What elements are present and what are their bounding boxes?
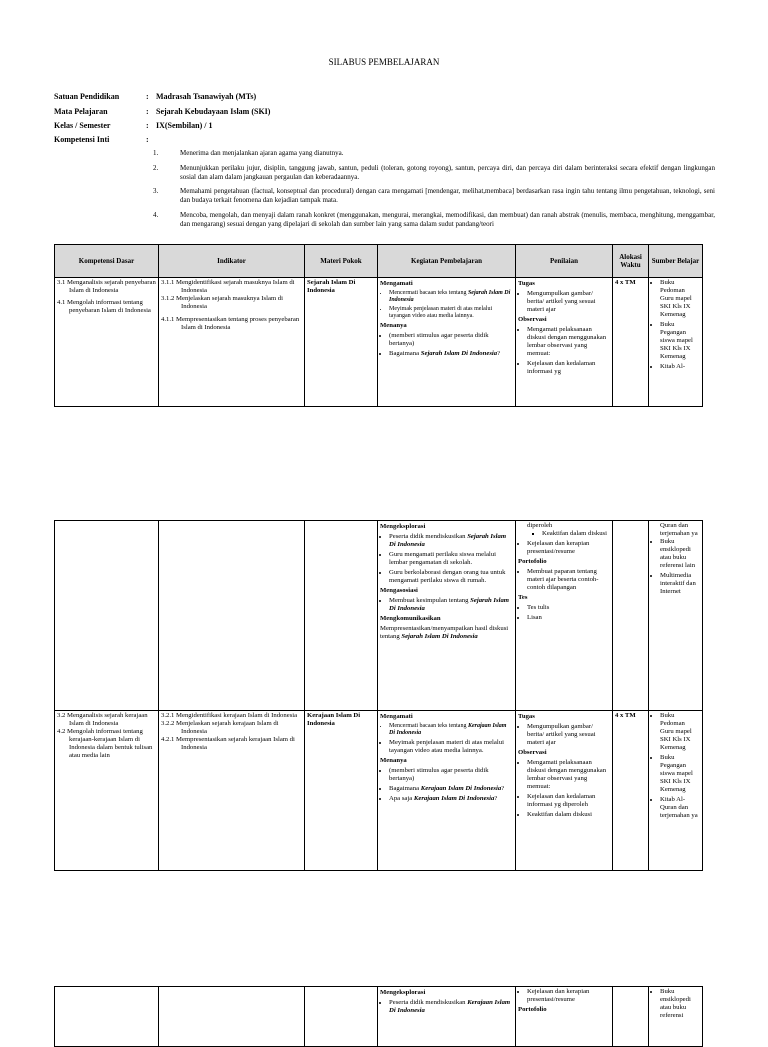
list-item: • Mengamati pelaksanaan diskusi dengan menggunakan lembar observasi yang memuat: (527, 759, 610, 791)
indikator-cell (159, 521, 305, 711)
list-item: • Buku Pedoman Guru mapel SKI Kls IX Kemenag (660, 279, 700, 319)
list-item: • Lisan (527, 614, 610, 622)
kegiatan-cell: Mengamati • Mencermati bacaan teks tentang Sejarah Islam Di Indonesia • Meyimak penjelasan materi di atas melalui tayangan video atau media lainnya. Menanya • (memberi stimulus agar peserta didik bertanya) • Bagaimana Sejarah Islam Di Indonesia? (378, 278, 516, 407)
list-item: • Mengamati pelaksanaan diskusi dengan menggunakan lembar observasi yang memuat: (527, 326, 610, 358)
penilaian-cell: Tugas • Mengumpulkan gambar/ berita/ artikel yang sesuai materi ajar Observasi • Mengamati pelaksanaan diskusi dengan menggunakan lembar observasi yang memuat: • Kejelasan dan kedalaman informasi yg diperoleh • Keaktifan dalam diskusi (516, 711, 613, 871)
materi-cell (305, 521, 378, 711)
list-item: • Meyimak penjelasan materi di atas melalui tayangan video atau media lainnya. (389, 306, 513, 320)
header-alokasi: Alokasi Waktu (613, 245, 649, 278)
alokasi-cell (613, 521, 649, 711)
list-item: • Mencermati bacaan teks tentang Sejarah Islam Di Indonesia (389, 290, 513, 304)
header-penilaian: Penilaian (516, 245, 613, 278)
list-item: • Kejelasan dan kedalaman informasi yg (527, 360, 610, 376)
list-item: • Kitab Al-Quran dan terjemahan ya (660, 796, 700, 820)
list-item: • (memberi stimulus agar peserta didik bertanya) (389, 332, 513, 348)
kegiatan-cell: Mengeksplorasi • Peserta didik mendiskusikan Sejarah Islam Di Indonesia • Guru mengamati perilaku siswa melalui lembar pengamatan di sekolah. • Guru berkolaborasi dengan orang tua untuk mengamati perilaku siswa di rumah. Mengasosiasi • Membuat kesimpulan tentang Sejarah Islam Di Indonesia Mengkomunikasikan Mempresentasikan/menyampaikan hasil diskusi tentang Sejarah Islam Di Indonesia (378, 521, 516, 711)
header-kegiatan: Kegiatan Pembelajaran (378, 245, 516, 278)
list-item: • Apa saja Kerajaan Islam Di Indonesia? (389, 795, 513, 803)
sumber-cell (649, 278, 703, 407)
syllabus-table-page2 (54, 520, 703, 871)
syllabus-table-page3 (54, 986, 703, 1047)
kegiatan-cell: Mengeksplorasi • Peserta didik mendiskusikan Kerajaan Islam Di Indonesia (378, 987, 516, 1047)
materi-cell (305, 987, 378, 1047)
kd-cell: 3.2 Menganalisis sejarah kerajaan Islam di Indonesia 4.2 Mengolah informasi tentang kerajaan-kerajaan Islam di Indonesia dalam bentuk tulisan atau media lain (55, 711, 159, 871)
list-item: • Membuat kesimpulan tentang Sejarah Islam Di Indonesia (389, 597, 513, 613)
table-row (55, 987, 703, 1047)
list-item: • Membuat paparan tentang materi ajar beserta contoh-contoh dilapangan (527, 568, 610, 592)
list-item: • Mengumpulkan gambar/ berita/ artikel yang sesuai materi ajar (527, 290, 610, 314)
list-item: • Multimedia interaktif dan Internet (660, 572, 700, 596)
kd-cell: 3.1 Menganalisis sejarah penyebaran Islam di Indonesia 4.1 Mengolah informasi tentang penyebaran Islam di Indonesia (55, 278, 159, 407)
list-item: • Meyimak penjelasan materi di atas melalui tayangan video atau media lainnya. (389, 739, 513, 755)
table-row (55, 278, 703, 407)
header-sumber: Sumber Belajar (649, 245, 703, 278)
list-item: • (memberi stimulus agar peserta didik bertanya) (389, 767, 513, 783)
header-materi: Materi Pokok (305, 245, 378, 278)
list-item: ▪ Keaktifan dalam diskusi (542, 530, 610, 538)
table-row (55, 521, 703, 711)
indikator-cell: 3.2.1 Mengidentifikasi kerajaan Islam di Indonesia 3.2.2 Menjelaskan sejarah kerajaan Islam di Indonesia 4.2.1 Mempresentasikan sejarah kerajaan Islam di Indonesia (159, 711, 305, 871)
table-header-row (55, 245, 703, 278)
list-item: • Mencermati bacaan teks tentang Kerajaan Islam Di Indonesia (389, 723, 513, 737)
list-item: • Guru mengamati perilaku siswa melalui lembar pengamatan di sekolah. (389, 551, 513, 567)
sumber-cell: Quran dan terjemahan ya • Buku ensiklopedi atau buku referensi lain • Multimedia interaktif dan Internet (649, 521, 703, 711)
list-item: • Buku Pedoman Guru mapel SKI Kls IX Kemenag (660, 712, 700, 752)
list-item: • Bagaimana Kerajaan Islam Di Indonesia? (389, 785, 513, 793)
alokasi-cell: 4 x TM (613, 711, 649, 871)
list-item: • Buku Pegangan siswa mapel SKI Kls IX Kemenag (660, 754, 700, 794)
sumber-cell (649, 987, 703, 1047)
syllabus-table-page1 (54, 244, 703, 407)
list-item: • Buku ensiklopedi atau buku referensi lain (660, 538, 700, 570)
list-item: • Peserta didik mendiskusikan Sejarah Islam Di Indonesia (389, 533, 513, 549)
list-item: Mempresentasikan/menyampaikan hasil diskusi tentang Sejarah Islam Di Indonesia (380, 625, 509, 640)
list-item: • Kitab Al- (660, 363, 700, 371)
penilaian-cell: Tugas • Mengumpulkan gambar/ berita/ artikel yang sesuai materi ajar Observasi • Mengamati pelaksanaan diskusi dengan menggunakan lembar observasi yang memuat: • Kejelasan dan kedalaman informasi yg (516, 278, 613, 407)
alokasi-cell: 4 x TM (613, 278, 649, 407)
materi-cell: Kerajaan Islam Di Indonesia (305, 711, 378, 871)
penilaian-cell: • Kejelasan dan kerapian presentasi/resume Portofolio (516, 987, 613, 1047)
alokasi-cell (613, 987, 649, 1047)
list-item: • Kejelasan dan kedalaman informasi yg diperoleh (527, 793, 610, 809)
list-item: • Kejelasan dan kerapian presentasi/resume (527, 540, 610, 556)
indikator-cell (159, 987, 305, 1047)
materi-cell: Sejarah Islam Di Indonesia (305, 278, 378, 407)
list-item: • Buku ensiklopedi atau buku referensi (660, 988, 700, 1020)
list-item: • Keaktifan dalam diskusi (527, 811, 610, 819)
list-item: • Kejelasan dan kerapian presentasi/resume (527, 988, 610, 1004)
list-item: • Peserta didik mendiskusikan Kerajaan Islam Di Indonesia (389, 999, 513, 1015)
document-title: SILABUS PEMBELAJARAN (328, 57, 440, 67)
kegiatan-cell: Mengamati • Mencermati bacaan teks tentang Kerajaan Islam Di Indonesia • Meyimak penjelasan materi di atas melalui tayangan video atau media lainnya. Menanya • (memberi stimulus agar peserta didik bertanya) • Bagaimana Kerajaan Islam Di Indonesia? • Apa saja Kerajaan Islam Di Indonesia? (378, 711, 516, 871)
kd-cell (55, 987, 159, 1047)
list-item: • Guru berkolaborasi dengan orang tua untuk mengamati perilaku siswa di rumah. (389, 569, 513, 585)
sumber-cell (649, 711, 703, 871)
list-item: • Bagaimana Sejarah Islam Di Indonesia? (389, 350, 513, 358)
indikator-cell: 3.1.1 Mengidentifikasi sejarah masuknya Islam di Indonesia 3.1.2 Menjelaskan sejarah masuknya Islam di Indonesia 4.1.1 Mempresentasikan tentang proses penyebaran Islam di Indonesia (159, 278, 305, 407)
table-row (55, 711, 703, 871)
list-item: • Buku Pegangan siswa mapel SKI Kls IX Kemenag (660, 321, 700, 361)
list-item: • Mengumpulkan gambar/ berita/ artikel yang sesuai materi ajar (527, 723, 610, 747)
header-kd: Kompetensi Dasar (55, 245, 159, 278)
header-indikator: Indikator (159, 245, 305, 278)
kd-cell (55, 521, 159, 711)
list-item: • Tes tulis (527, 604, 610, 612)
penilaian-cell: diperoleh ▪ Keaktifan dalam diskusi • Kejelasan dan kerapian presentasi/resume Portofolio • Membuat paparan tentang materi ajar beserta contoh-contoh dilapangan Tes • Tes tulis • Lisan (516, 521, 613, 711)
